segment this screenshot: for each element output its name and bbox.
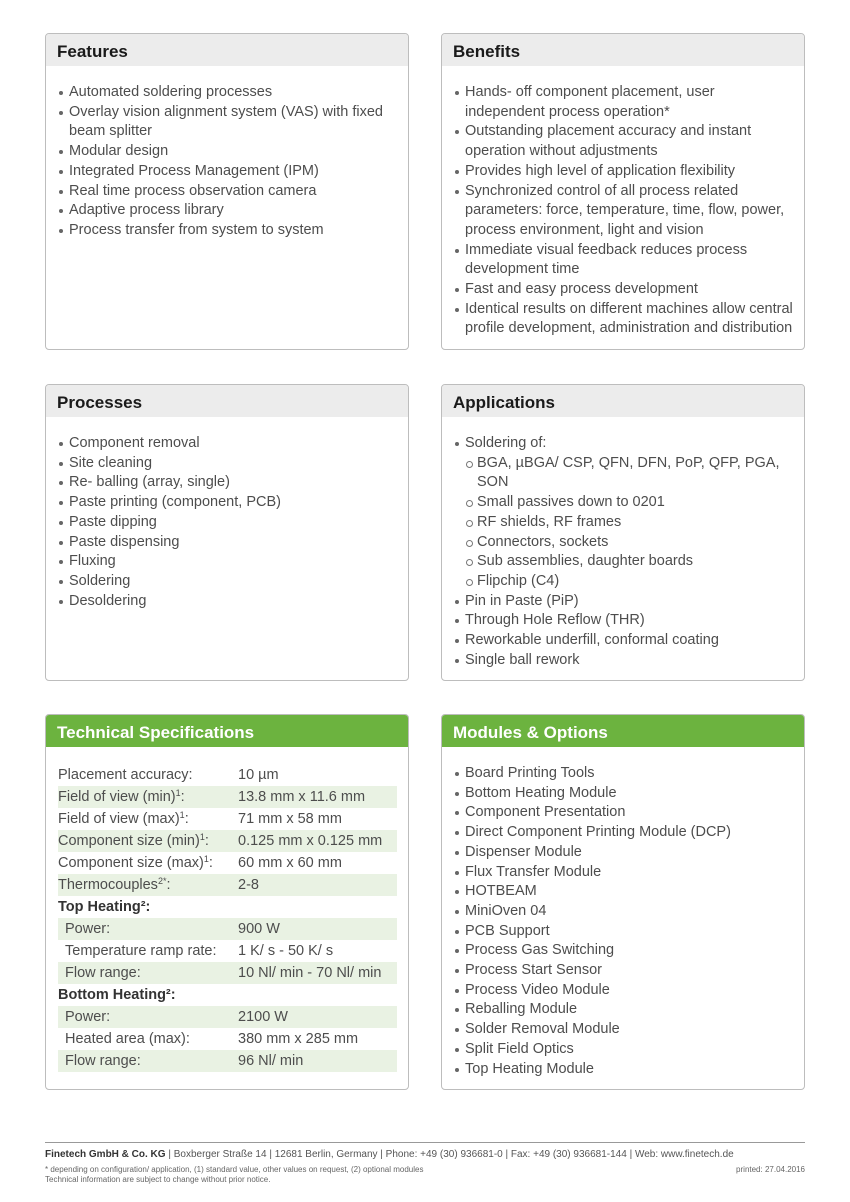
features-title: Features xyxy=(46,34,408,66)
table-row xyxy=(58,962,397,984)
list-item: Component Presentation xyxy=(455,803,794,823)
spec-label: Power: xyxy=(58,1006,238,1028)
table-row xyxy=(58,984,397,1006)
table-row xyxy=(58,1006,397,1028)
processes-title: Processes xyxy=(46,385,408,417)
list-item: Automated soldering processes xyxy=(59,83,398,103)
list-item: Single ball rework xyxy=(455,651,794,671)
processes-panel xyxy=(45,384,409,681)
benefits-title: Benefits xyxy=(442,34,804,66)
table-row xyxy=(58,1050,397,1072)
benefits-list xyxy=(455,83,794,339)
processes-list xyxy=(59,434,398,611)
footer-divider xyxy=(45,1142,805,1143)
list-item: Reworkable underfill, conformal coating xyxy=(455,631,794,651)
sub-list-item: Sub assemblies, daughter boards xyxy=(465,552,794,572)
list-item: Dispenser Module xyxy=(455,843,794,863)
spec-value: 71 mm x 58 mm xyxy=(238,811,342,827)
spec-value: 0.125 mm x 0.125 mm xyxy=(238,830,397,852)
sub-list-item: RF shields, RF frames xyxy=(465,513,794,533)
soldering-label: Soldering of: xyxy=(465,435,547,451)
list-item: Solder Removal Module xyxy=(455,1020,794,1040)
disclaimer: Technical information are subject to change without prior notice. xyxy=(45,1175,271,1184)
list-item: HOTBEAM xyxy=(455,882,794,902)
modules-title: Modules & Options xyxy=(442,715,804,747)
spec-label: Heated area (max): xyxy=(65,1031,190,1047)
list-item xyxy=(455,434,794,592)
list-item: Provides high level of application flexibility xyxy=(455,162,794,182)
spec-value: 10 µm xyxy=(238,767,279,783)
list-item: Soldering xyxy=(59,572,398,592)
spec-label: Field of view $(\max)^1$: xyxy=(58,810,189,827)
spec-value: 60 mm x 60 mm xyxy=(238,855,342,871)
table-row xyxy=(58,1028,397,1050)
table-row xyxy=(58,764,397,786)
list-item: Fluxing xyxy=(59,552,398,572)
list-item: Board Printing Tools xyxy=(455,764,794,784)
table-row xyxy=(58,940,397,962)
spec-value: 2100 W xyxy=(238,1006,397,1028)
list-item: Bottom Heating Module xyxy=(455,784,794,804)
table-row xyxy=(58,852,397,874)
list-item: Process Start Sensor xyxy=(455,961,794,981)
tech-specs-panel xyxy=(45,714,409,1090)
benefits-panel xyxy=(441,33,805,350)
spec-value: 13.8 mm x 11.6 mm xyxy=(238,786,397,808)
list-item: Adaptive process library xyxy=(59,201,398,221)
spec-label: Power: xyxy=(58,918,238,940)
list-item: Real time process observation camera xyxy=(59,182,398,202)
spec-label: Component size $(\max)^1$: xyxy=(58,854,213,871)
list-item: Fast and easy process development xyxy=(455,280,794,300)
list-item: Flux Transfer Module xyxy=(455,863,794,883)
spec-table xyxy=(58,764,397,1072)
features-panel xyxy=(45,33,409,350)
list-item: Pin in Paste (PiP) xyxy=(455,592,794,612)
list-item: Process Gas Switching xyxy=(455,941,794,961)
sub-list-item: BGA, µBGA/ CSP, QFN, DFN, PoP, QFP, PGA, SON xyxy=(465,454,794,493)
table-row xyxy=(58,830,397,852)
list-item: Integrated Process Management (IPM) xyxy=(59,162,398,182)
spec-value: 96 Nl/ min xyxy=(238,1050,397,1072)
applications-panel xyxy=(441,384,805,681)
spec-value: 900 W xyxy=(238,918,397,940)
list-item: Re- balling (array, single) xyxy=(59,473,398,493)
list-item: Process transfer from system to system xyxy=(59,221,398,241)
modules-list xyxy=(455,764,794,1079)
list-item: Modular design xyxy=(59,142,398,162)
sub-list-item: Flipchip (C4) xyxy=(465,572,794,592)
spec-section-heading: Top Heating²: xyxy=(58,899,151,915)
list-item: Top Heating Module xyxy=(455,1060,794,1080)
spec-label: Temperature ramp rate: xyxy=(65,943,217,959)
spec-value: 380 mm x 285 mm xyxy=(238,1031,359,1047)
list-item: Desoldering xyxy=(59,592,398,612)
spec-value: 10 Nl/ min - 70 Nl/ min xyxy=(238,962,397,984)
list-item: PCB Support xyxy=(455,922,794,942)
list-item: Paste printing (component, PCB) xyxy=(59,493,398,513)
printed-date: printed: 27.04.2016 xyxy=(736,1165,805,1174)
spec-label: Placement accuracy: xyxy=(58,767,193,783)
modules-panel xyxy=(441,714,805,1090)
table-row xyxy=(58,896,397,918)
table-row xyxy=(58,808,397,830)
table-row xyxy=(58,786,397,808)
features-list xyxy=(59,83,398,241)
sub-list-item: Connectors, sockets xyxy=(465,533,794,553)
soldering-sublist xyxy=(465,454,794,592)
spec-section-heading: Bottom Heating²: xyxy=(58,987,176,1003)
list-item: Through Hole Reflow (THR) xyxy=(455,611,794,631)
spec-label: Thermocouples$^{2*}$: xyxy=(58,874,238,896)
spec-label: Component size $(\min)^1$: xyxy=(58,830,238,852)
list-item: Reballing Module xyxy=(455,1000,794,1020)
table-row xyxy=(58,874,397,896)
spec-value: 1 K/ s - 50 K/ s xyxy=(238,943,334,959)
list-item: Identical results on different machines allow central profile development, administration and distribution xyxy=(455,300,794,339)
list-item: Process Video Module xyxy=(455,981,794,1001)
list-item: Direct Component Printing Module (DCP) xyxy=(455,823,794,843)
footer-notes xyxy=(45,1165,423,1185)
sub-list-item: Small passives down to 0201 xyxy=(465,493,794,513)
applications-list xyxy=(455,434,794,670)
list-item: Hands- off component placement, user independent process operation* xyxy=(455,83,794,122)
list-item: Paste dispensing xyxy=(59,533,398,553)
list-item: Immediate visual feedback reduces process development time xyxy=(455,241,794,280)
list-item: MiniOven 04 xyxy=(455,902,794,922)
list-item: Paste dipping xyxy=(59,513,398,533)
spec-label: Flow range: xyxy=(58,1050,238,1072)
list-item: Outstanding placement accuracy and instant operation without adjustments xyxy=(455,122,794,161)
spec-label: Flow range: xyxy=(58,962,238,984)
list-item: Split Field Optics xyxy=(455,1040,794,1060)
footer-contact xyxy=(45,1149,734,1160)
list-item: Site cleaning xyxy=(59,454,398,474)
applications-title: Applications xyxy=(442,385,804,417)
spec-label: Field of view $(\min)^1$: xyxy=(58,786,238,808)
table-row xyxy=(58,918,397,940)
list-item: Synchronized control of all process related parameters: force, temperature, time, flow, power, process environment, light and vision xyxy=(455,182,794,241)
list-item: Overlay vision alignment system (VAS) with fixed beam splitter xyxy=(59,103,398,142)
company-name: Finetech GmbH & Co. KG xyxy=(45,1149,166,1160)
contact-details: | Boxberger Straße 14 | 12681 Berlin, Germany | Phone: +49 (30) 936681-0 | Fax: +49 (30) 936681-144 | Web: www.finetech.de xyxy=(165,1149,734,1160)
list-item: Component removal xyxy=(59,434,398,454)
spec-value: 2-8 xyxy=(238,874,397,896)
footnote: * depending on configuration/ application, (1) standard value, other values on request, (2) optional modules xyxy=(45,1165,424,1174)
tech-specs-title: Technical Specifications xyxy=(46,715,408,747)
